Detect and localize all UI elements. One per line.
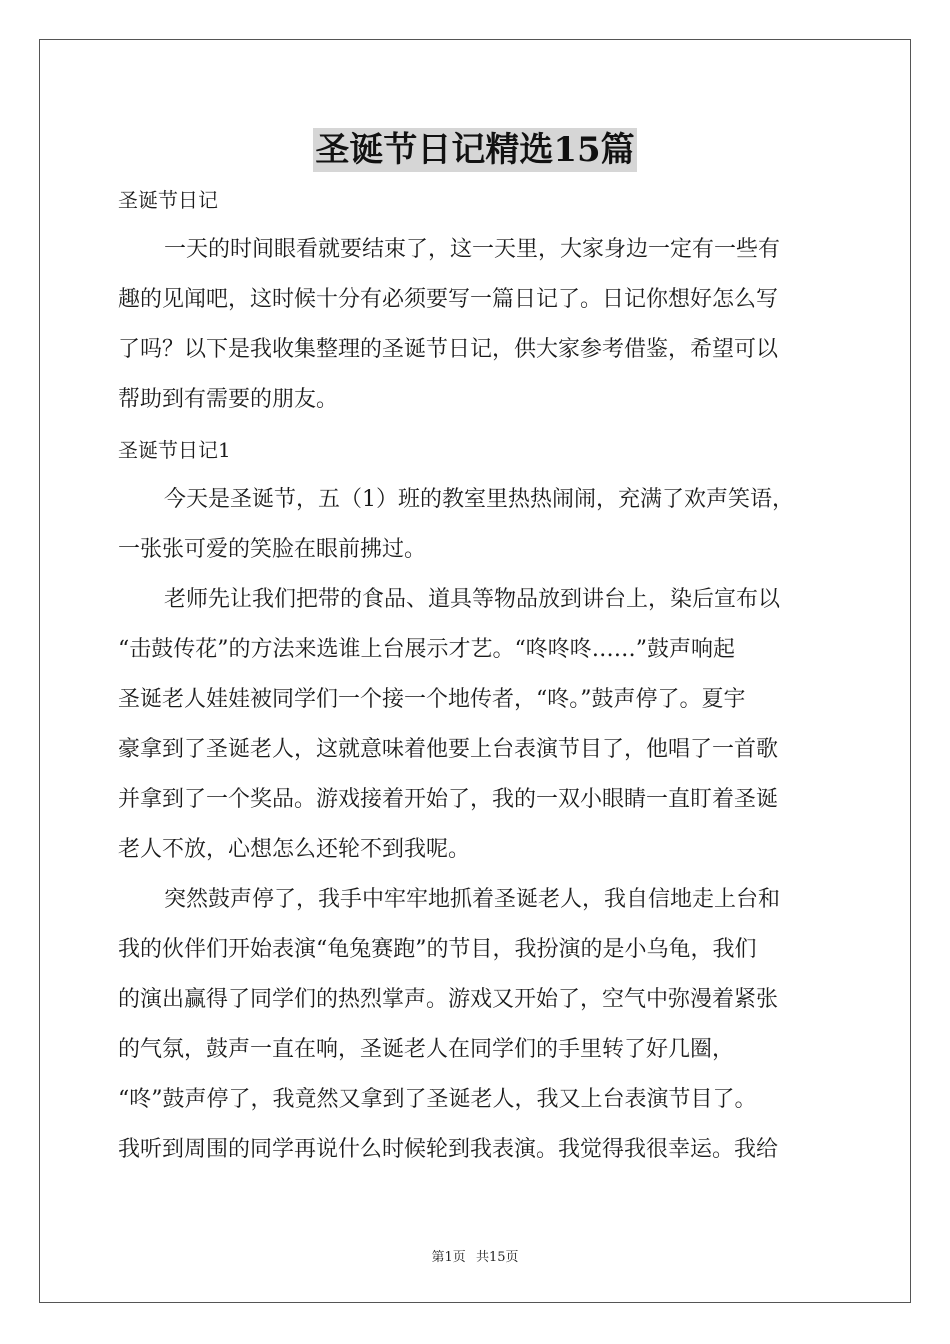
paragraph-line: 一张张可爱的笑脸在眼前拂过。 [118, 537, 427, 562]
page-number-current: 第1页 [431, 1250, 466, 1265]
paragraph-line: 趣的见闻吧，这时候十分有必须要写一篇日记了。日记你想好怎么写 [118, 287, 779, 312]
section-heading: 圣诞节日记 [118, 188, 218, 212]
paragraph-line: 并拿到了一个奖品。游戏接着开始了，我的一双小眼睛一直盯着圣诞 [118, 787, 779, 812]
paragraph-line: 突然鼓声停了，我手中牢牢地抓着圣诞老人，我自信地走上台和 [164, 887, 781, 912]
section-heading: 圣诞节日记1 [118, 438, 231, 462]
title-container [0, 128, 950, 172]
page-footer [0, 1246, 950, 1265]
paragraph-line: “咚”鼓声停了，我竟然又拿到了圣诞老人，我又上台表演节目了。 [118, 1087, 757, 1112]
paragraph-line: 的演出赢得了同学们的热烈掌声。游戏又开始了，空气中弥漫着紧张 [118, 987, 779, 1012]
paragraph-line: “击鼓传花”的方法来选谁上台展示才艺。“咚咚咚……”鼓声响起 [118, 637, 735, 662]
paragraph-line: 老人不放，心想怎么还轮不到我呢。 [118, 837, 471, 862]
paragraph-line: 今天是圣诞节，五（1）班的教室里热热闹闹，充满了欢声笑语， [164, 487, 794, 512]
paragraph-line: 的气氛，鼓声一直在响，圣诞老人在同学们的手里转了好几圈， [118, 1037, 735, 1062]
document-body [118, 175, 834, 1175]
paragraph-line: 帮助到有需要的朋友。 [118, 387, 339, 412]
paragraph-line: 一天的时间眼看就要结束了，这一天里，大家身边一定有一些有 [164, 237, 781, 262]
paragraph-line: 老师先让我们把带的食品、道具等物品放到讲台上，染后宣布以 [164, 587, 781, 612]
page-number-total: 共15页 [475, 1250, 519, 1265]
paragraph-line: 豪拿到了圣诞老人，这就意味着他要上台表演节目了，他唱了一首歌 [118, 737, 779, 762]
document-title: 圣诞节日记精选15篇 [315, 130, 635, 170]
paragraph-line: 我的伙伴们开始表演“龟兔赛跑”的节目，我扮演的是小乌龟，我们 [118, 937, 757, 962]
paragraph-line: 圣诞老人娃娃被同学们一个接一个地传者，“咚。”鼓声停了。夏宇 [118, 687, 746, 712]
paragraph-line: 了吗？以下是我收集整理的圣诞节日记，供大家参考借鉴，希望可以 [118, 337, 779, 362]
paragraph-line: 我听到周围的同学再说什么时候轮到我表演。我觉得我很幸运。我给 [118, 1137, 779, 1162]
